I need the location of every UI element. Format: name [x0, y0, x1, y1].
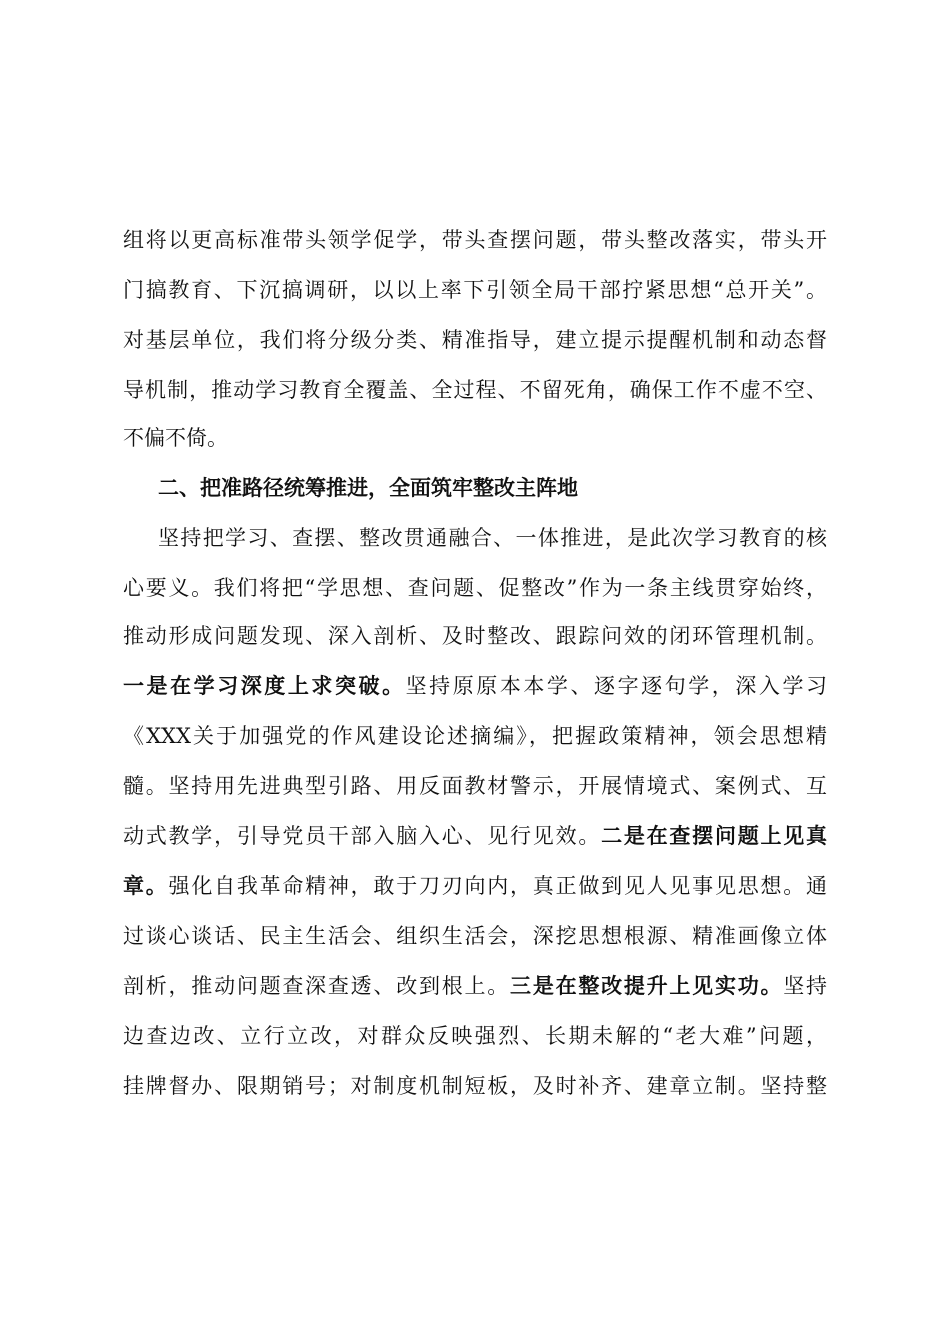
paragraph-2-line-12: 挂牌督办、限期销号；对制度机制短板，及时补齐、建章立制。坚持整 — [123, 1074, 827, 1098]
paragraph-1-line-3: 对基层单位，我们将分级分类、精准指导，建立提示提醒机制和动态督 — [123, 328, 827, 352]
point-three-heading: 三是在整改提升上见实功。 — [510, 974, 784, 998]
point-two-heading-end: 章。 — [123, 874, 169, 898]
point-one-text: 坚持原原本本学、逐字逐句学，深入学习 — [405, 674, 828, 698]
point-two-heading-start: 二是在查摆问题上见真 — [601, 824, 828, 848]
paragraph-2-line-5: 《XXX关于加强党的作风建设论述摘编》，把握政策精神，领会思想精 — [123, 724, 827, 748]
paragraph-1-line-1: 组将以更高标准带头领学促学，带头查摆问题，带头整改落实，带头开 — [123, 228, 827, 252]
point-two-text: 强化自我革命精神，敢于刀刃向内，真正做到见人见事见思想。通 — [168, 874, 828, 898]
point-one-conclusion: 动式教学，引导党员干部入脑入心、见行见效。 — [123, 824, 602, 848]
paragraph-2-line-3: 推动形成问题发现、深入剖析、及时整改、跟踪问效的闭环管理机制。 — [123, 624, 827, 648]
paragraph-2-line-11: 边查边改、立行立改，对群众反映强烈、长期未解的“老大难”问题， — [123, 1024, 827, 1048]
paragraph-2-line-8 — [123, 871, 827, 901]
paragraph-2-line-4 — [123, 671, 827, 701]
paragraph-1-line-4: 导机制，推动学习教育全覆盖、全过程、不留死角，确保工作不虚不空、 — [123, 378, 827, 402]
paragraph-2-line-2: 心要义。我们将把“学思想、查问题、促整改”作为一条主线贯穿始终， — [123, 576, 827, 600]
point-two-conclusion: 剖析，推动问题查深查透、改到根上。 — [123, 974, 511, 998]
section-heading: 二、把准路径统筹推进，全面筑牢整改主阵地 — [158, 476, 578, 500]
paragraph-1-line-2: 门搞教育、下沉搞调研，以以上率下引领全局干部拧紧思想“总开关”。 — [123, 278, 827, 302]
point-one-heading: 一是在学习深度上求突破。 — [123, 674, 406, 698]
paragraph-2-line-6: 髓。坚持用先进典型引路、用反面教材警示，开展情境式、案例式、互 — [123, 774, 827, 798]
point-three-text-start: 坚持 — [783, 974, 828, 998]
paragraph-2-line-7 — [123, 821, 827, 851]
paragraph-1-line-5: 不偏不倚。 — [123, 426, 228, 450]
paragraph-2-line-1: 坚持把学习、查摆、整改贯通融合、一体推进，是此次学习教育的核 — [158, 526, 827, 550]
paragraph-2-line-9: 过谈心谈话、民主生活会、组织生活会，深挖思想根源、精准画像立体 — [123, 924, 827, 948]
paragraph-2-line-10 — [123, 971, 827, 1001]
